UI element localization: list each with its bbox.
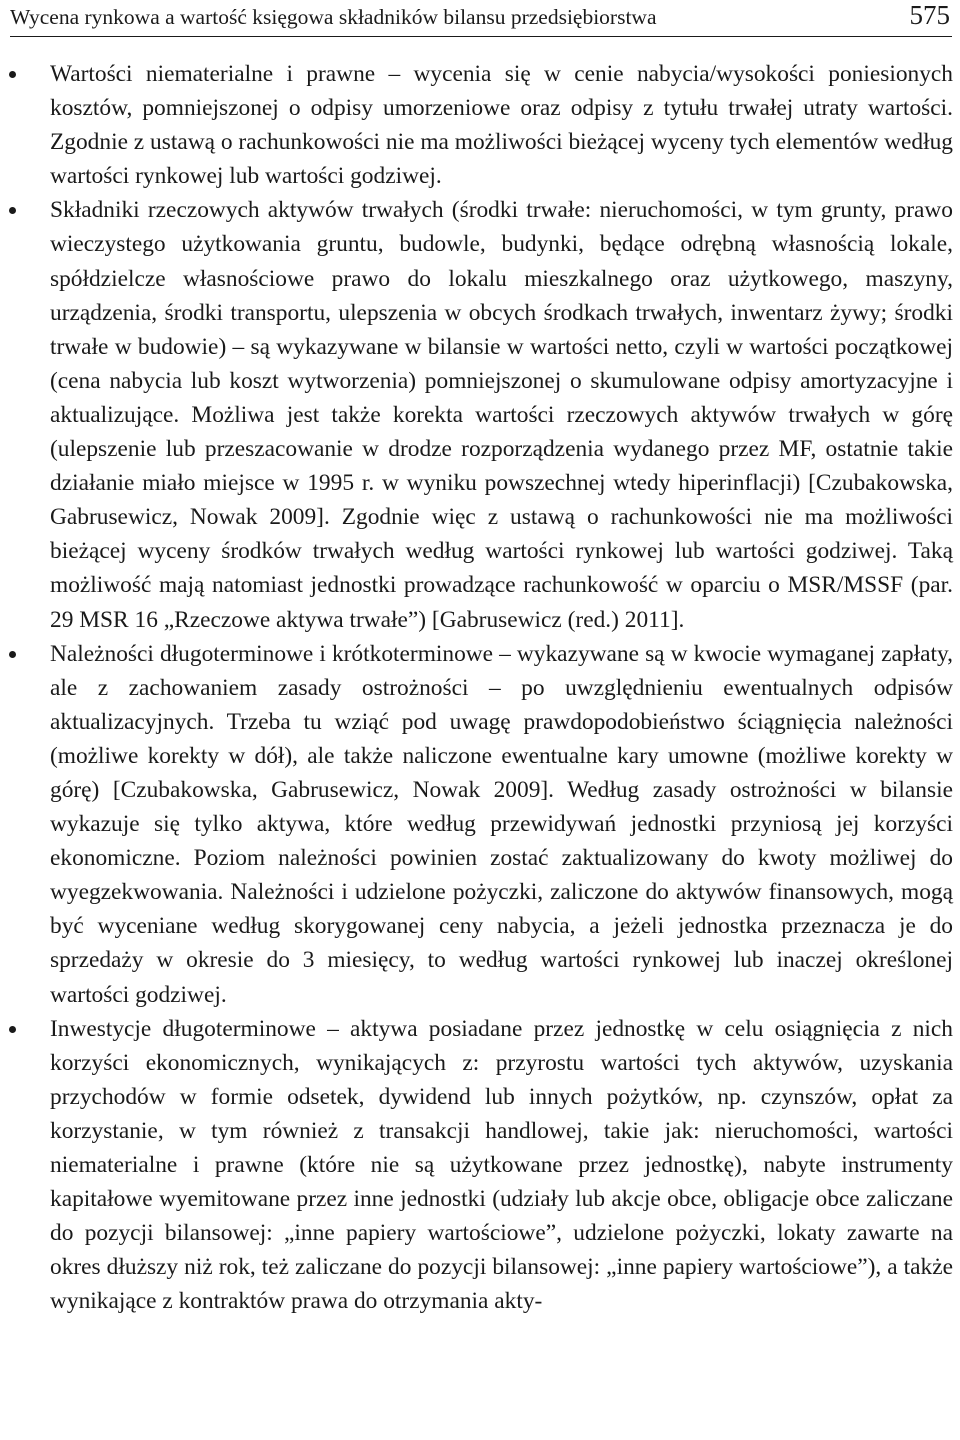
body-text xyxy=(0,57,960,1318)
bullet-item-fixed-assets xyxy=(0,193,960,636)
bullet-list xyxy=(0,57,960,1318)
bullet-icon xyxy=(9,71,16,78)
page-number: 575 xyxy=(909,0,950,30)
bullet-text: Wartości niematerialne i prawne – wycenia się w cenie nabycia/wysokości poniesionych kosztów, pomniejszonej o odpisy umorzeniowe oraz odpisy z tytułu trwałej utraty wartości. Zgodnie z ustawą o rachunkowości nie ma możliwości bieżącej wyceny tych elementów według wartości rynkowej lub wartości godziwej. xyxy=(50,61,953,190)
bullet-item-long-term-investments xyxy=(0,1012,960,1319)
bullet-text: Inwestycje długoterminowe – aktywa posiadane przez jednostkę w celu osiągnięcia z nich korzyści ekonomicznych, wynikających z: przyrostu wartości tych aktywów, uzyskania przychodów w formie odsetek, dywidend lub innych pożytków, np. czynszów, opłat za korzystanie, w tym również z transakcji handlowej, takie jak: nieruchomości, wartości niematerialne i prawne (które nie są użytkowane przez jednostkę), nabyte instrumenty kapitałowe wyemitowane przez inne jednostki (udziały lub akcje obce, obligacje obce zaliczane do pozycji bilansowej: „inne papiery wartościowe”, udzielone pożyczki, lokaty zawarte na okres dłuższy niż rok, też zaliczane do pozycji bilansowej: „inne papiery wartościowe”), a także wynikające z kontraktów prawa do otrzymania akty- xyxy=(50,1015,953,1315)
bullet-icon xyxy=(9,1026,16,1033)
bullet-item-intangible-assets xyxy=(0,57,960,193)
bullet-icon xyxy=(9,207,16,214)
bullet-item-receivables xyxy=(0,637,960,1012)
running-header-title: Wycena rynkowa a wartość księgowa składników bilansu przedsiębiorstwa xyxy=(10,5,657,29)
bullet-icon xyxy=(9,651,16,658)
bullet-text: Należności długoterminowe i krótkoterminowe – wykazywane są w kwocie wymaganej zapłaty, ale z zachowaniem zasady ostrożności – po uwzględnieniu ewentualnych odpisów aktualizacyjnych. Trzeba tu wziąć pod uwagę prawdopodobieństwo ściągnięcia należności (możliwe korekty w dół), ale także naliczone ewentualne kary umowne (możliwe korekty w górę) [Czubakowska, Gabrusewicz, Nowak 2009]. Według zasady ostrożności w bilansie wykazuje się tylko aktywa, które według przewidywań jednostki przyniosą jej korzyści ekonomiczne. Poziom należności powinien zostać zaktualizowany do kwoty możliwej do wyegzekwowania. Należności i udzielone pożyczki, zaliczone do aktywów finansowych, mogą być wyceniane według skorygowanej ceny nabycia, a jeżeli jednostka przeznacza je do sprzedaży w okresie do 3 miesięcy, to według wartości rynkowej lub inaczej określonej wartości godziwej. xyxy=(50,640,953,1008)
running-header xyxy=(10,0,952,37)
bullet-text: Składniki rzeczowych aktywów trwałych (środki trwałe: nieruchomości, w tym grunty, prawo wieczystego użytkowania gruntu, budowle, budynki, będące odrębną własnością lokale, spółdzielcze własnościowe prawo do lokalu mieszkalnego oraz użytkowego, maszyny, urządzenia, środki transportu, ulepszenia w obcych środkach trwałych, inwentarz żywy; środki trwałe w budowie) – są wykazywane w bilansie w wartości netto, czyli w wartości początkowej (cena nabycia lub koszt wytworzenia) pomniejszonej o skumulowane odpisy amortyzacyjne i aktualizujące. Możliwa jest także korekta wartości rzeczowych aktywów trwałych w górę (ulepszenie lub przeszacowanie w drodze rozporządzenia wydanego przez MF, ostatnie takie działanie miało miejsce w 1995 r. w wyniku powszechnej wtedy hiperinflacji) [Czubakowska, Gabrusewicz, Nowak 2009]. Zgodnie więc z ustawą o rachunkowości nie ma możliwości bieżącej wyceny środków trwałych według wartości rynkowej lub wartości godziwej. Taką możliwość mają natomiast jednostki prowadzące rachunkowość w oparciu o MSR/MSSF (par. 29 MSR 16 „Rzeczowe aktywa trwałe”) [Gabrusewicz (red.) 2011]. xyxy=(50,197,953,633)
